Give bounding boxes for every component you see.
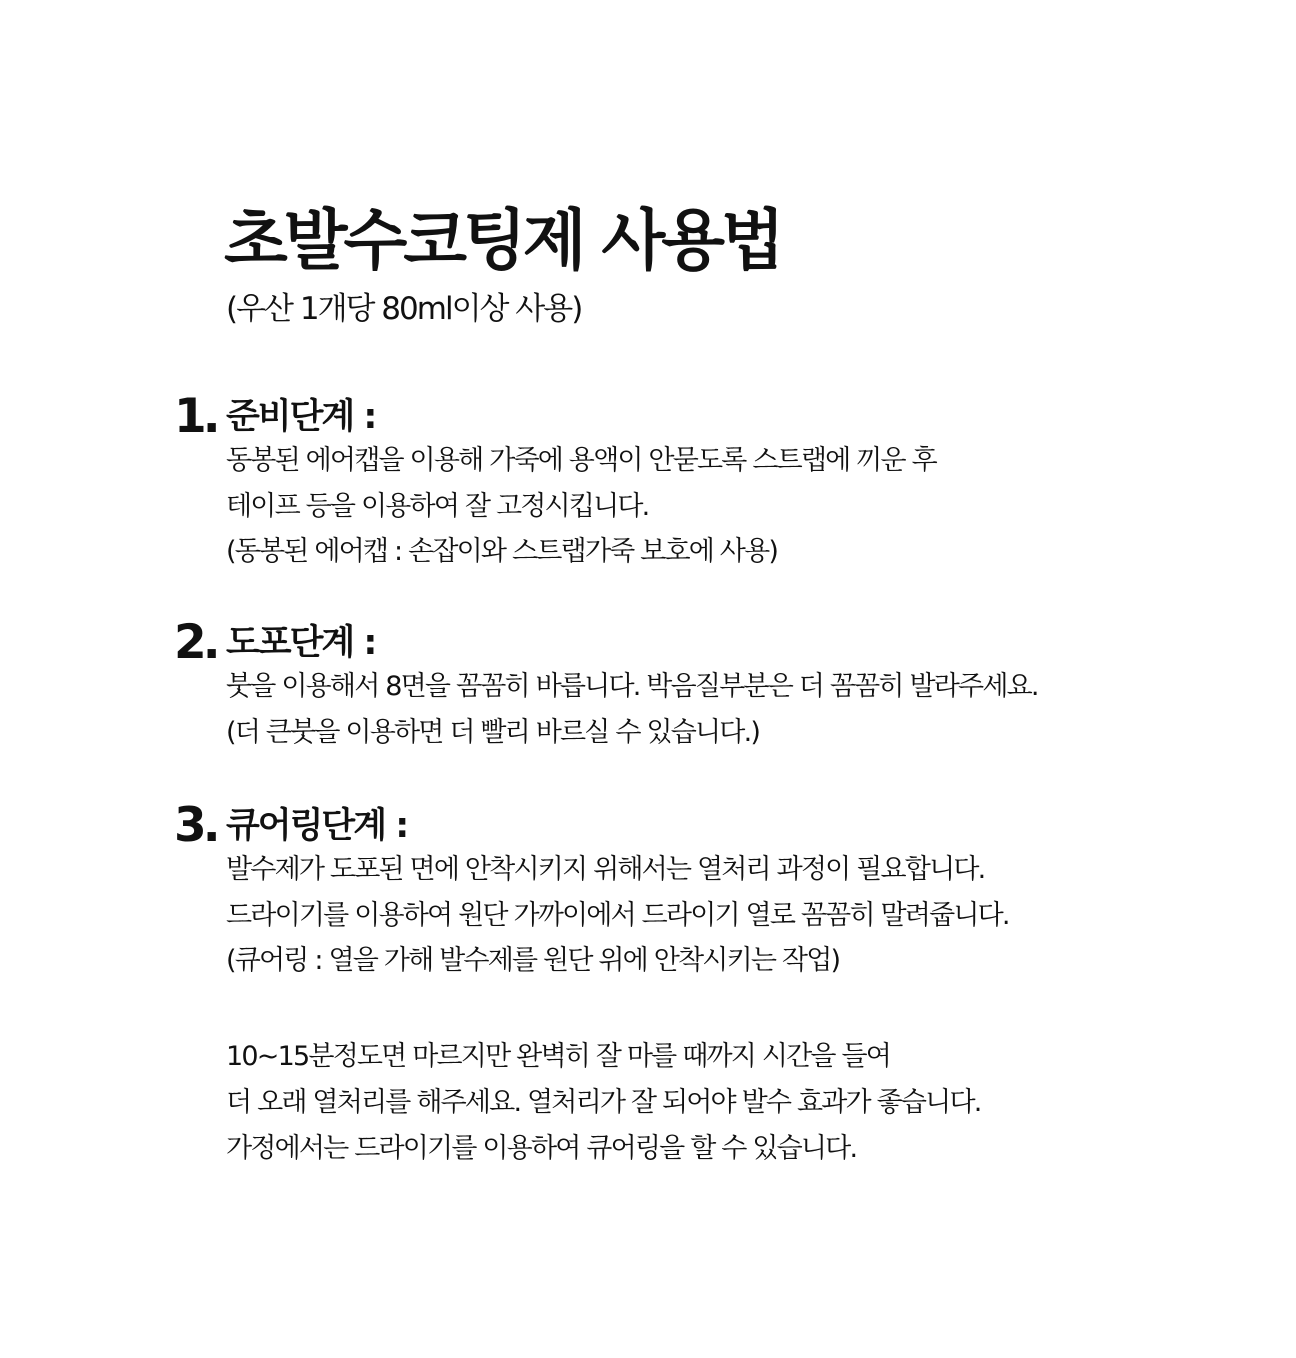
note-line: 가정에서는 드라이기를 이용하여 큐어링을 할 수 있습니다. xyxy=(226,1133,857,1164)
step-number: 2. xyxy=(174,615,217,670)
curing-note xyxy=(226,1034,981,1172)
description-line: (동봉된 에어캡 : 손잡이와 스트랩가죽 보호에 사용) xyxy=(226,536,778,567)
description-line: 발수제가 도포된 면에 안착시키지 위해서는 열처리 과정이 필요합니다. xyxy=(226,854,985,885)
page-title: 초발수코팅제 사용법 xyxy=(224,202,781,279)
description-line: 테이프 등을 이용하여 잘 고정시킵니다. xyxy=(226,490,649,522)
page-subtitle: (우산 1개당 80ml이상 사용) xyxy=(226,291,582,327)
note-line: 10~15분정도면 마르지만 완벽히 잘 마를 때까지 시간을 들여 xyxy=(226,1041,891,1072)
description-line: 붓을 이용해서 8면을 꼼꼼히 바릅니다. 박음질부분은 더 꼼꼼히 발라주세요. xyxy=(226,671,1038,702)
description-line: 드라이기를 이용하여 원단 가까이에서 드라이기 열로 꼼꼼히 말려줍니다. xyxy=(226,899,1009,931)
step-number: 1. xyxy=(174,389,217,444)
step-title: 도포단계 : xyxy=(226,623,376,663)
step-description xyxy=(226,664,1038,755)
step-description xyxy=(226,438,936,575)
step-description xyxy=(226,847,1009,984)
description-line: (더 큰붓을 이용하면 더 빨리 바르실 수 있습니다.) xyxy=(226,716,760,748)
step-title: 준비단계 : xyxy=(226,397,376,437)
step-number: 3. xyxy=(174,798,217,853)
step-title: 큐어링단계 : xyxy=(226,806,408,846)
note-line: 더 오래 열처리를 해주세요. 열처리가 잘 되어야 발수 효과가 좋습니다. xyxy=(226,1087,981,1118)
description-line: (큐어링 : 열을 가해 발수제를 원단 위에 안착시키는 작업) xyxy=(226,945,840,976)
description-line: 동봉된 에어캡을 이용해 가죽에 용액이 안묻도록 스트랩에 끼운 후 xyxy=(226,445,936,476)
